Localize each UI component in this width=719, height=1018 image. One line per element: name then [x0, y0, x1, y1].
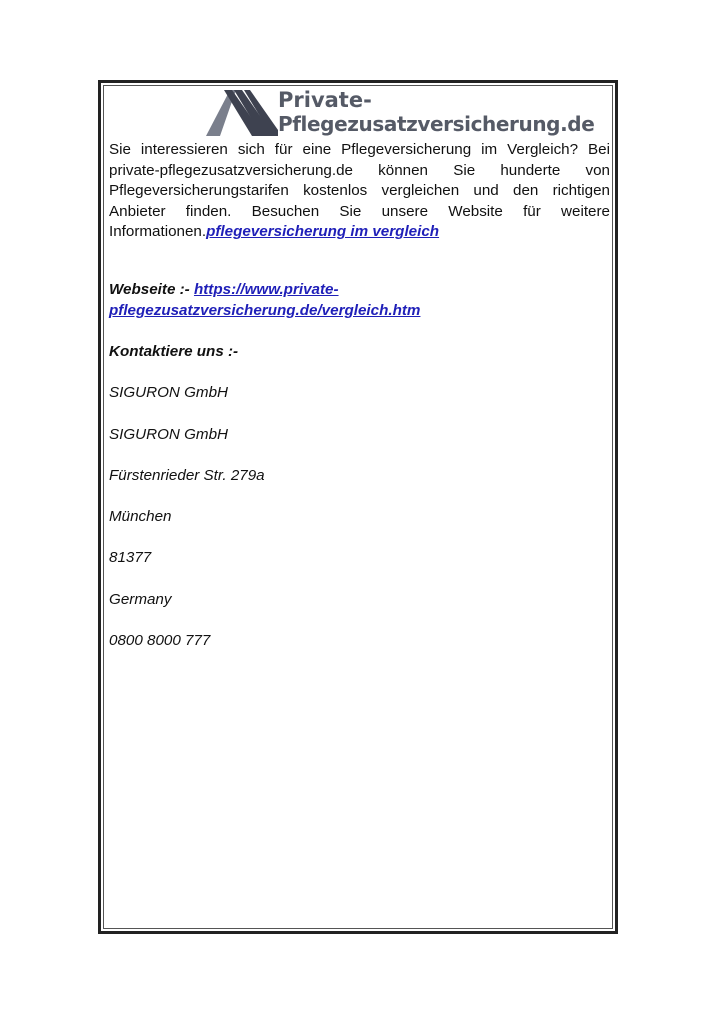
company-name-2: SIGURON GmbH	[109, 426, 228, 443]
logo-text-line2: Pflegezusatzversicherung.de	[278, 112, 595, 136]
intro-text: Sie interessieren sich für eine Pflegeversicherung im Vergleich? Bei private-pflegezusatzversicherung.de können Sie hunderte von Pflegeversicherungstarifen kostenlos vergleichen und den richtigen Anbieter finden. Besuchen Sie unsere Website für weitere Informationen.	[109, 141, 610, 241]
triangle-stripes-logo-icon	[206, 86, 278, 138]
website-url-link-part2[interactable]: pflegezusatzversicherung.de/vergleich.htm	[109, 301, 421, 319]
website-label: Webseite :-	[109, 281, 194, 298]
comparison-link[interactable]: pflegeversicherung im vergleich	[206, 223, 440, 241]
contact-heading: Kontaktiere uns :-	[109, 343, 239, 360]
city: München	[109, 508, 172, 525]
website-block	[109, 280, 610, 321]
company-name-1: SIGURON GmbH	[109, 384, 228, 401]
intro-paragraph	[109, 140, 610, 243]
phone-number: 0800 8000 777	[109, 632, 211, 649]
country: Germany	[109, 591, 172, 608]
street-address: Fürstenrieder Str. 279a	[109, 467, 265, 484]
postal-code: 81377	[109, 549, 152, 566]
intro-paragraph-block	[109, 140, 610, 243]
logo-text-line1: Private-	[278, 88, 372, 112]
website-url-link-part1[interactable]: https://www.private-	[193, 281, 339, 298]
company-logo	[206, 86, 595, 138]
